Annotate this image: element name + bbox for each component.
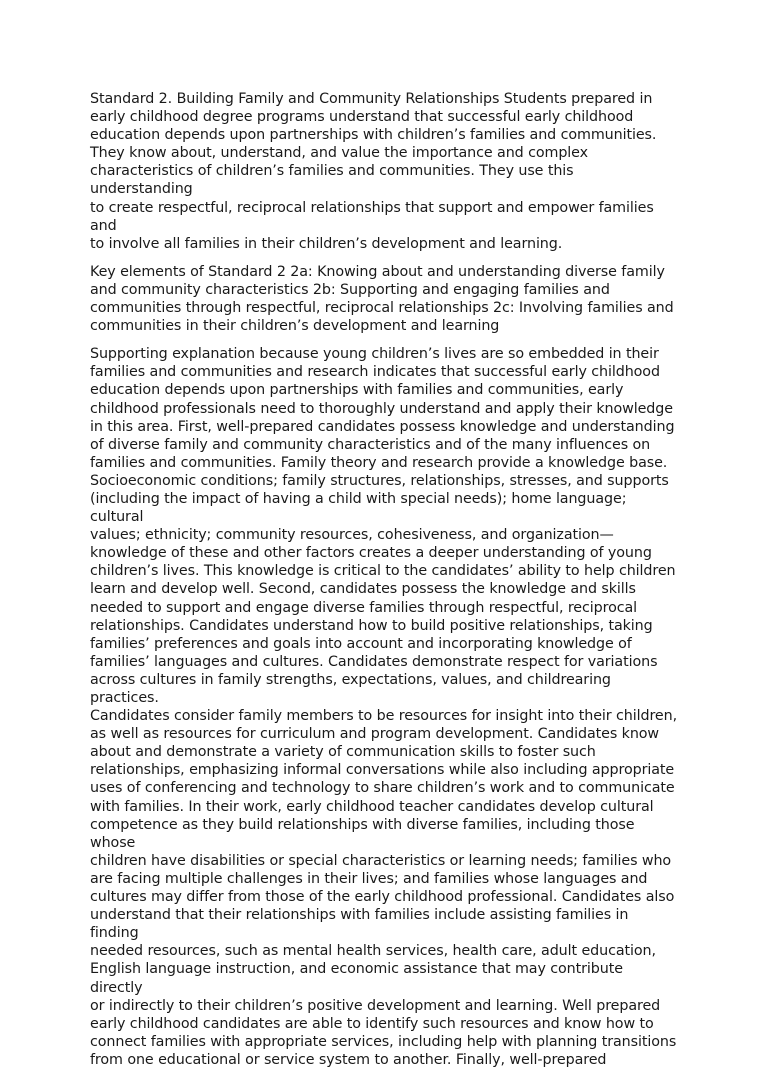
- document-page: [90, 90, 678, 1079]
- paragraph-supporting-explanation: Supporting explanation because young children’s lives are so embedded in their families and communities and research indicates that successful early childhood education depends upon partnerships with families and communities, early childhood professionals need to thoroughly understand and apply their knowledge in this area. First, well-prepared candidates possess knowledge and understanding of diverse family and community characteristics and of the many influences on families and communities. Family theory and research provide a knowledge base. Socioeconomic conditions; family structures, relationships, stresses, and supports (including the impact of having a child with special needs); home language; cultural values; ethnicity; community resources, cohesiveness, and organization— knowledge of these and other factors creates a deeper understanding of young children’s lives. This knowledge is critical to the candidates’ ability to help children learn and develop well. Second, candidates possess the knowledge and skills needed to support and engage diverse families through respectful, reciprocal relationships. Candidates understand how to build positive relationships, taking families’ preferences and goals into account and incorporating knowledge of families’ languages and cultures. Candidates demonstrate respect for variations across cultures in family strengths, expectations, values, and childrearing practices. Candidates consider family members to be resources for insight into their children, as well as resources for curriculum and program development. Candidates know about and demonstrate a variety of communication skills to foster such relationships, emphasizing informal conversations while also including appropriate uses of conferencing and technology to share children’s work and to communicate with families. In their work, early childhood teacher candidates develop cultural competence as they build relationships with diverse families, including those whose children have disabilities or special characteristics or learning needs; families who are facing multiple challenges in their lives; and families whose languages and cultures may differ from those of the early childhood professional. Candidates also understand that their relationships with families include assisting families in finding needed resources, such as mental health services, health care, adult education, English language instruction, and economic assistance that may contribute directly or indirectly to their children’s positive development and learning. Well prepared early childhood candidates are able to identify such resources and know how to connect families with appropriate services, including help with planning transitions from one educational or service system to another. Finally, well-prepared: [90, 346, 678, 1068]
- paragraph-key-elements: Key elements of Standard 2 2a: Knowing about and understanding diverse family and community characteristics 2b: Supporting and engaging families and communities through respectful, reciprocal relationships 2c: Involving families and communities in their children’s development and learning: [90, 263, 674, 335]
- paragraph-standard-2: Standard 2. Building Family and Community Relationships Students prepared in early childhood degree programs understand that successful early childhood education depends upon partnerships with children’s families and communities. They know about, understand, and value the importance and complex characteristics of children’s families and communities. They use this understanding to create respectful, reciprocal relationships that support and empower families and to involve all families in their children’s development and learning.: [90, 91, 657, 252]
